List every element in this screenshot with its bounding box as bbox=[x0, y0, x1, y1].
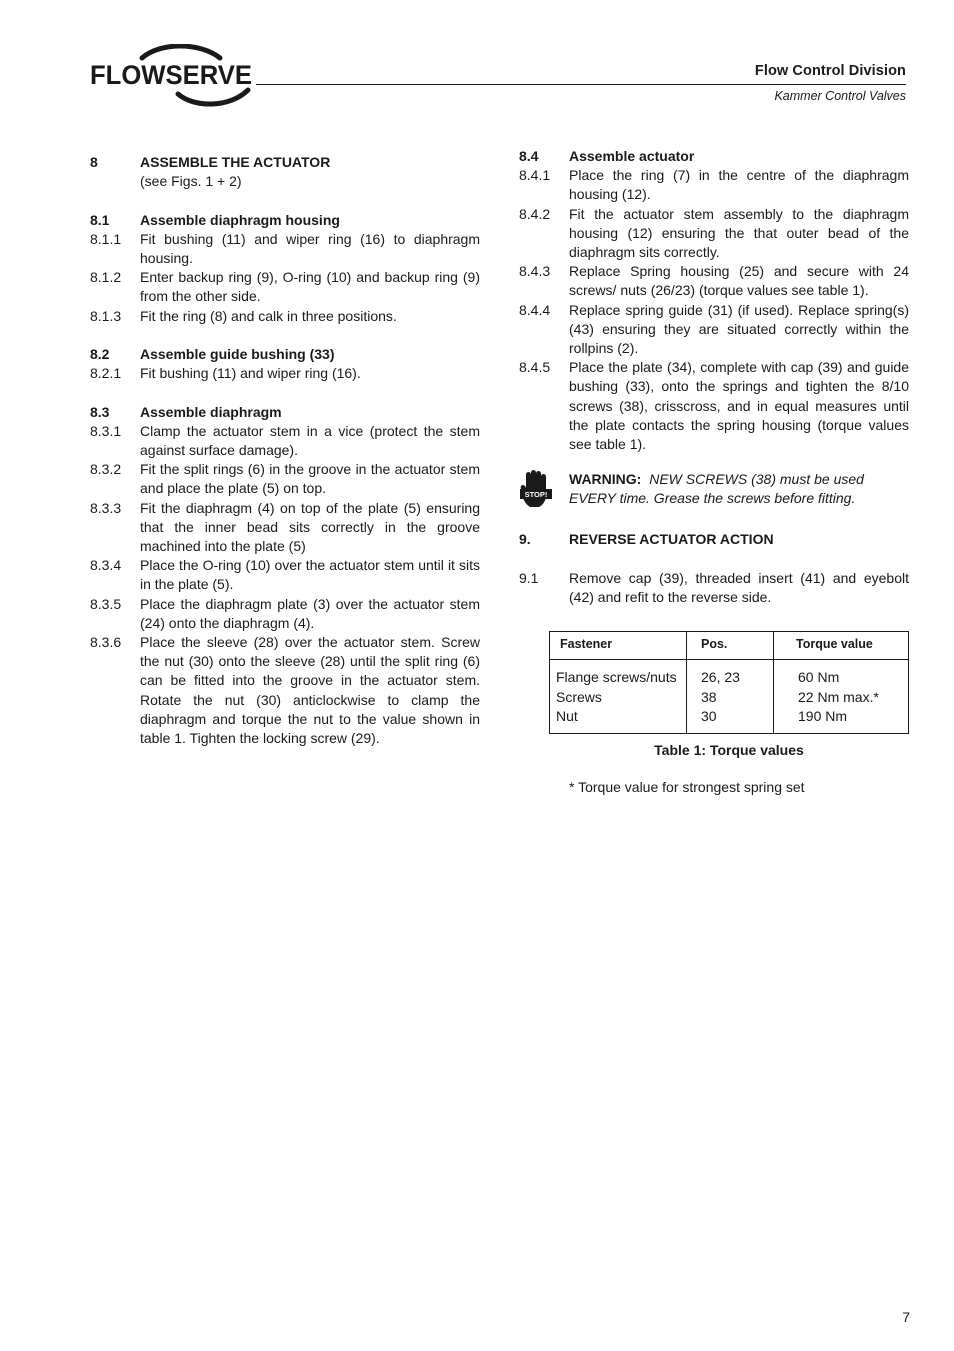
step-text: Fit the ring (8) and calk in three positions. bbox=[140, 307, 397, 324]
section-title: REVERSE ACTUATOR ACTION bbox=[569, 531, 774, 548]
section-number: 9. bbox=[519, 531, 531, 548]
step-item bbox=[90, 499, 480, 557]
step-item bbox=[519, 262, 909, 300]
subsection-number: 8.2 bbox=[90, 346, 110, 362]
subsection-title: Assemble diaphragm housing bbox=[140, 211, 340, 228]
stop-hand-icon bbox=[519, 470, 569, 511]
table-footnote: * Torque value for strongest spring set bbox=[569, 779, 805, 796]
step-text: Replace spring guide (31) (if used). Replace spring(s) (43) ensuring they are situated correctly within the rollpins (2). bbox=[569, 301, 909, 357]
step-item bbox=[90, 595, 480, 633]
division-name: Flow Control Division bbox=[754, 63, 906, 79]
step-item bbox=[519, 569, 909, 607]
subsection-heading bbox=[90, 345, 480, 364]
step-number: 8.3.2 bbox=[90, 461, 122, 478]
step-number: 8.2.1 bbox=[90, 365, 122, 382]
step-number: 8.4.4 bbox=[519, 301, 551, 318]
step-item bbox=[90, 230, 480, 268]
subsection-title: Assemble actuator bbox=[569, 148, 695, 164]
step-text: Place the plate (34), complete with cap (39) and guide bushing (33), onto the springs and tighten the 8/10 screws (38), crisscross, and in equal measures until the plate contacts the spring housing (torque values see table 1). bbox=[569, 359, 909, 453]
section-subtitle bbox=[90, 172, 480, 191]
subsection-heading bbox=[90, 403, 480, 422]
page-number: 7 bbox=[902, 1309, 910, 1325]
torque-cell bbox=[774, 660, 909, 734]
fastener-cell bbox=[550, 660, 687, 734]
step-text: Place the diaphragm plate (3) over the actuator stem (24) onto the diaphragm (4). bbox=[140, 595, 480, 631]
warning-label: WARNING: bbox=[569, 471, 642, 488]
section-heading bbox=[90, 153, 480, 172]
subsection-number: 8.4 bbox=[519, 148, 539, 164]
step-text: Enter backup ring (9), O-ring (10) and backup ring (9) from the other side. bbox=[140, 269, 480, 305]
table-row bbox=[550, 660, 909, 734]
column-header: Pos. bbox=[687, 632, 774, 660]
warning-text bbox=[569, 470, 909, 511]
step-text: Fit the diaphragm (4) on top of the plate (5) ensuring that the inner bead sits correctly in the groove machined into the plate (5) bbox=[140, 499, 480, 555]
step-text: Fit the actuator stem assembly to the diaphragm housing (12) ensuring the that outer bead of the diaphragm sits correctly. bbox=[569, 205, 909, 261]
step-number: 8.3.6 bbox=[90, 634, 122, 651]
step-item bbox=[90, 556, 480, 594]
figure-reference: (see Figs. 1 + 2) bbox=[140, 173, 242, 190]
table-cell: Flange screws/nuts bbox=[556, 669, 677, 686]
warning-note bbox=[519, 470, 909, 511]
step-number: 8.1.3 bbox=[90, 307, 122, 324]
section-number: 8 bbox=[90, 154, 98, 170]
subsection-title: Assemble diaphragm bbox=[140, 403, 282, 420]
step-number: 8.4.3 bbox=[519, 263, 551, 280]
table-cell: 26, 23 bbox=[701, 669, 740, 686]
step-item bbox=[90, 422, 480, 460]
step-item bbox=[519, 205, 909, 263]
step-item bbox=[519, 358, 909, 454]
step-item bbox=[90, 364, 480, 383]
subsection-title: Assemble guide bushing (33) bbox=[140, 346, 335, 362]
step-item bbox=[90, 307, 480, 326]
column-header: Torque value bbox=[774, 632, 909, 660]
table-cell: 38 bbox=[701, 688, 717, 705]
step-text: Place the sleeve (28) over the actuator stem. Screw the nut (30) onto the sleeve (28) until the split ring (6) can be fitted into the groove in the actuator stem. Rotate the nut (30) anticlockwise to clamp the diaphragm and torque the nut to the value shown in table 1. Tighten the locking screw (29). bbox=[140, 634, 480, 747]
position-cell bbox=[687, 660, 774, 734]
subsection-heading bbox=[90, 211, 480, 230]
table-cell: 30 bbox=[701, 707, 717, 724]
table-caption: Table 1: Torque values bbox=[654, 742, 804, 759]
column-header: Fastener bbox=[550, 632, 687, 660]
svg-text:FLOWSERVE: FLOWSERVE bbox=[90, 60, 252, 90]
svg-text:STOP!: STOP! bbox=[524, 490, 548, 500]
step-text: Fit bushing (11) and wiper ring (16) to diaphragm housing. bbox=[140, 230, 480, 266]
step-text: Fit bushing (11) and wiper ring (16). bbox=[140, 365, 361, 382]
step-number: 8.3.4 bbox=[90, 557, 122, 574]
flowserve-logo bbox=[90, 44, 260, 108]
step-item bbox=[90, 460, 480, 498]
subsection-number: 8.3 bbox=[90, 403, 110, 420]
step-number: 8.3.1 bbox=[90, 422, 122, 439]
step-number: 8.1.1 bbox=[90, 230, 122, 247]
step-text: Place the O-ring (10) over the actuator stem until it sits in the plate (5). bbox=[140, 557, 480, 593]
table-cell: Nut bbox=[556, 707, 578, 724]
step-number: 8.4.5 bbox=[519, 359, 551, 376]
table-cell: 22 Nm max.* bbox=[798, 688, 879, 705]
step-number: 8.3.5 bbox=[90, 595, 122, 612]
step-number: 9.1 bbox=[519, 569, 539, 586]
header-rule bbox=[256, 84, 906, 85]
step-text: Remove cap (39), threaded insert (41) and eyebolt (42) and refit to the reverse side. bbox=[569, 569, 909, 606]
step-text: Place the ring (7) in the centre of the diaphragm housing (12). bbox=[569, 167, 909, 203]
step-item bbox=[519, 166, 909, 204]
step-number: 8.4.1 bbox=[519, 167, 551, 184]
right-column bbox=[519, 147, 909, 797]
subsection-heading bbox=[519, 147, 909, 166]
step-text: Clamp the actuator stem in a vice (protect the stem against surface damage). bbox=[140, 422, 480, 458]
table-cell: 60 Nm bbox=[798, 669, 840, 686]
step-item bbox=[90, 268, 480, 306]
warning-body: NEW SCREWS (38) must be used EVERY time. Grease the screws before fitting. bbox=[569, 471, 864, 507]
subsection-number: 8.1 bbox=[90, 211, 110, 228]
section-title: ASSEMBLE THE ACTUATOR bbox=[140, 154, 331, 170]
product-line: Kammer Control Valves bbox=[774, 89, 906, 103]
table-cell: 190 Nm bbox=[798, 707, 848, 724]
step-number: 8.4.2 bbox=[519, 205, 551, 222]
table-cell: Screws bbox=[556, 688, 602, 705]
step-number: 8.3.3 bbox=[90, 499, 122, 516]
step-item bbox=[519, 301, 909, 359]
torque-table bbox=[549, 631, 909, 734]
step-text: Replace Spring housing (25) and secure with 24 screws/ nuts (26/23) (torque values see table 1). bbox=[569, 263, 909, 299]
left-column bbox=[90, 153, 480, 748]
section-heading bbox=[519, 530, 909, 549]
step-text: Fit the split rings (6) in the groove in the actuator stem and place the plate (5) on top. bbox=[140, 461, 480, 497]
table-header-row bbox=[550, 632, 909, 660]
step-number: 8.1.2 bbox=[90, 269, 122, 286]
step-item bbox=[90, 633, 480, 748]
